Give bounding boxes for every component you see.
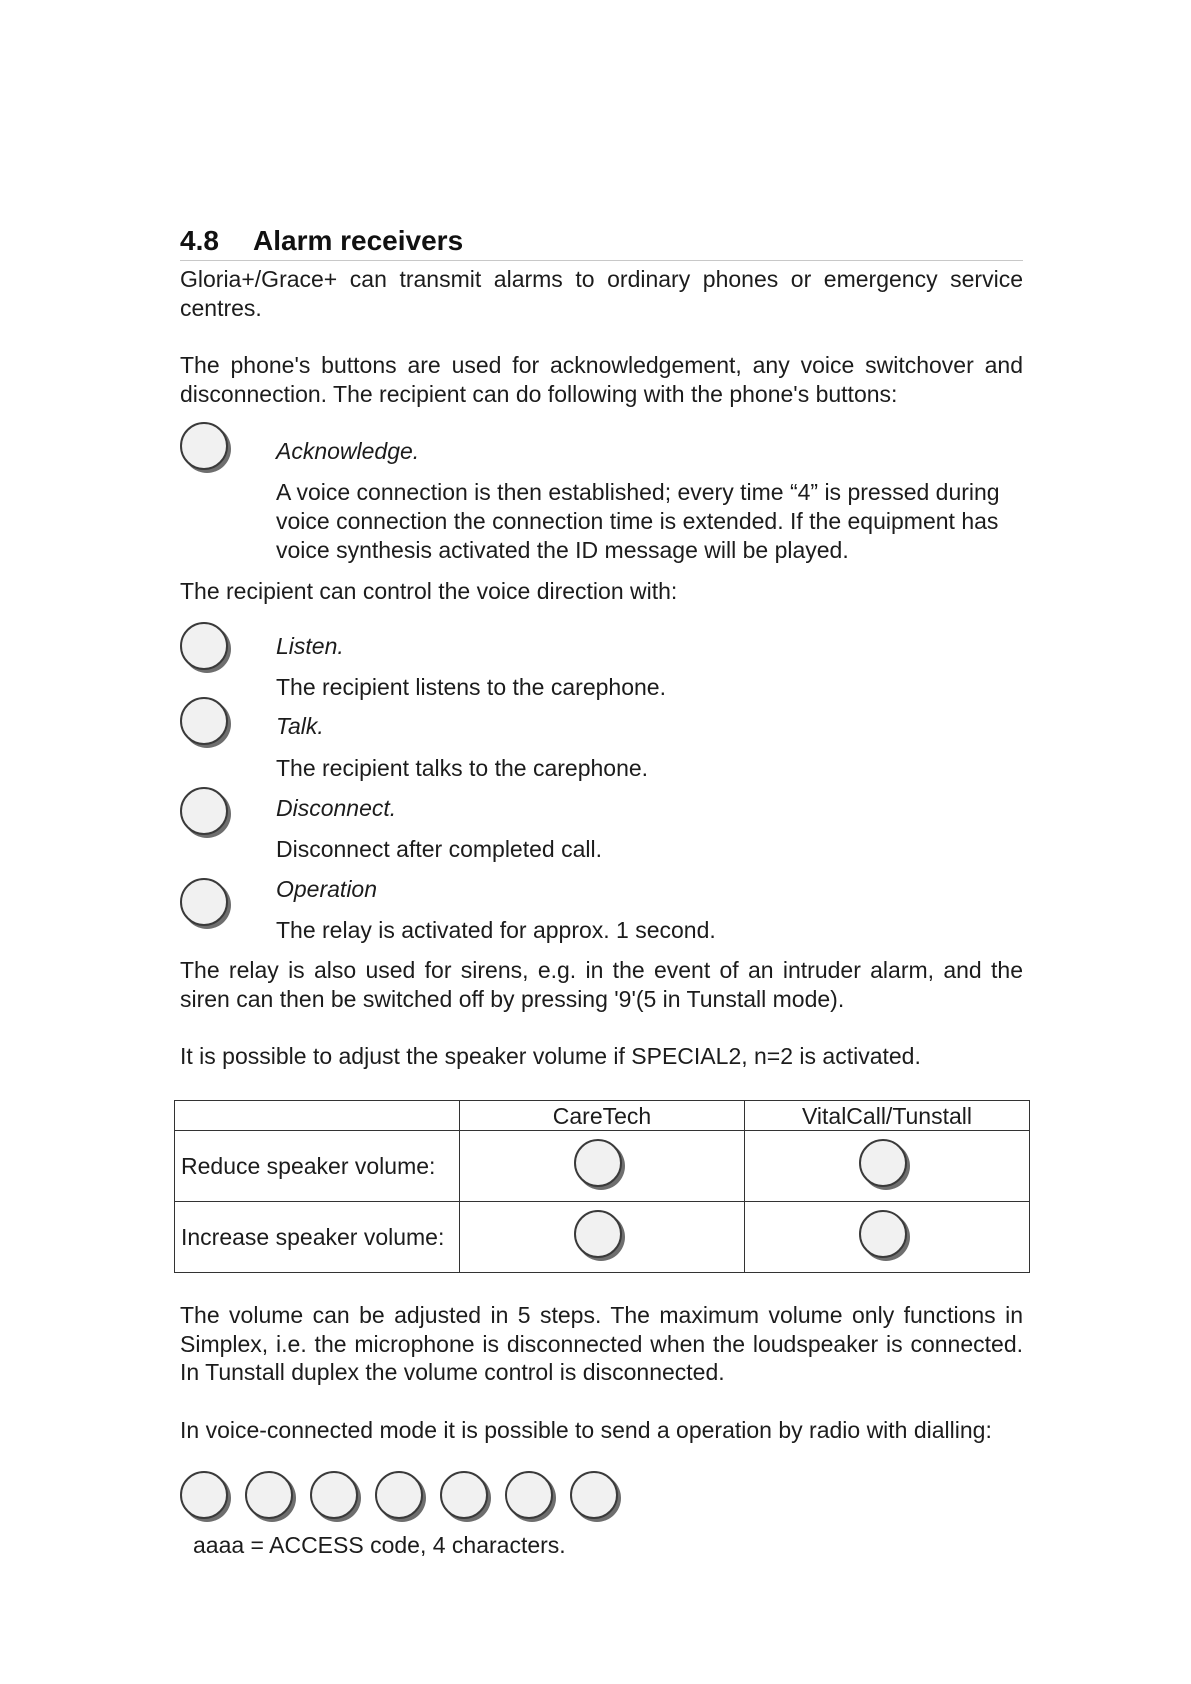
volume-table bbox=[174, 1100, 1030, 1273]
reduce-volume-caretech-cell bbox=[460, 1131, 745, 1202]
acknowledge-desc-line-3: voice synthesis activated the ID message will be played. bbox=[276, 537, 849, 563]
buttons-intro-paragraph: The phone's buttons are used for acknowledgement, any voice switchover and disconnection. The recipient can do following with the phone's buttons: bbox=[180, 352, 1023, 407]
reduce-volume-vitalcall-key-icon bbox=[859, 1139, 907, 1187]
talk-desc: The recipient talks to the carephone. bbox=[276, 755, 649, 781]
increase-volume-vitalcall-cell bbox=[745, 1202, 1030, 1273]
listen-title: Listen. bbox=[276, 633, 344, 659]
volume-special-paragraph: It is possible to adjust the speaker volume if SPECIAL2, n=2 is activated. bbox=[180, 1043, 921, 1069]
disconnect-desc: Disconnect after completed call. bbox=[276, 836, 602, 862]
section-heading bbox=[180, 222, 1023, 261]
operation-desc: The relay is activated for approx. 1 second. bbox=[276, 917, 716, 943]
acknowledge-key-icon bbox=[180, 422, 228, 470]
volume-table-header-vitalcall: VitalCall/Tunstall bbox=[745, 1101, 1030, 1131]
increase-volume-vitalcall-key-icon bbox=[859, 1210, 907, 1258]
increase-volume-caretech-cell bbox=[460, 1202, 745, 1273]
talk-key-icon bbox=[180, 697, 228, 745]
operation-key-icon bbox=[180, 878, 228, 926]
dial-key-5-icon bbox=[440, 1471, 488, 1519]
acknowledge-desc-line-1: A voice connection is then established; every time “4” is pressed during bbox=[276, 479, 1000, 505]
dial-key-3-icon bbox=[310, 1471, 358, 1519]
document-page bbox=[180, 0, 1023, 1684]
intro-paragraph: Gloria+/Grace+ can transmit alarms to ordinary phones or emergency service centres. bbox=[180, 266, 1023, 321]
acknowledge-title: Acknowledge. bbox=[276, 438, 420, 464]
increase-volume-label: Increase speaker volume: bbox=[175, 1202, 460, 1273]
listen-desc: The recipient listens to the carephone. bbox=[276, 674, 666, 700]
volume-table-header-caretech: CareTech bbox=[460, 1101, 745, 1131]
relay-sirens-paragraph: The relay is also used for sirens, e.g. in the event of an intruder alarm, and the siren can then be switched off by pressing '9'(5 in Tunstall mode). bbox=[180, 957, 1023, 1012]
voice-direction-paragraph: The recipient can control the voice direction with: bbox=[180, 578, 678, 604]
reduce-volume-label: Reduce speaker volume: bbox=[175, 1131, 460, 1202]
dial-key-1-icon bbox=[180, 1471, 228, 1519]
access-code-note bbox=[193, 1531, 566, 1559]
acknowledge-desc-line-2: voice connection the connection time is extended. If the equipment has bbox=[276, 508, 999, 534]
talk-title: Talk. bbox=[276, 713, 324, 739]
dial-key-4-icon bbox=[375, 1471, 423, 1519]
operation-title: Operation bbox=[276, 876, 378, 902]
volume-steps-paragraph: The volume can be adjusted in 5 steps. The maximum volume only functions in Simplex, i.e. the microphone is disconnected when the loudspeaker is connected. In Tunstall duplex the volume control is disconnected. bbox=[180, 1302, 1023, 1385]
listen-key-icon bbox=[180, 622, 228, 670]
section-title: Alarm receivers bbox=[253, 225, 464, 256]
disconnect-key-icon bbox=[180, 787, 228, 835]
volume-table-header-empty bbox=[175, 1101, 460, 1131]
reduce-volume-vitalcall-cell bbox=[745, 1131, 1030, 1202]
table-row bbox=[175, 1202, 1030, 1273]
dial-key-2-icon bbox=[245, 1471, 293, 1519]
access-code-desc: = ACCESS code, 4 characters. bbox=[244, 1532, 566, 1558]
reduce-volume-caretech-key-icon bbox=[574, 1139, 622, 1187]
dial-key-6-icon bbox=[505, 1471, 553, 1519]
access-code-token: aaaa bbox=[193, 1532, 245, 1558]
volume-table-header-row bbox=[175, 1101, 1030, 1131]
increase-volume-caretech-key-icon bbox=[574, 1210, 622, 1258]
disconnect-title: Disconnect. bbox=[276, 795, 397, 821]
table-row bbox=[175, 1131, 1030, 1202]
section-number: 4.8 bbox=[180, 225, 219, 256]
dial-key-7-icon bbox=[570, 1471, 618, 1519]
radio-operation-paragraph: In voice-connected mode it is possible to send a operation by radio with dialling: bbox=[180, 1417, 992, 1443]
